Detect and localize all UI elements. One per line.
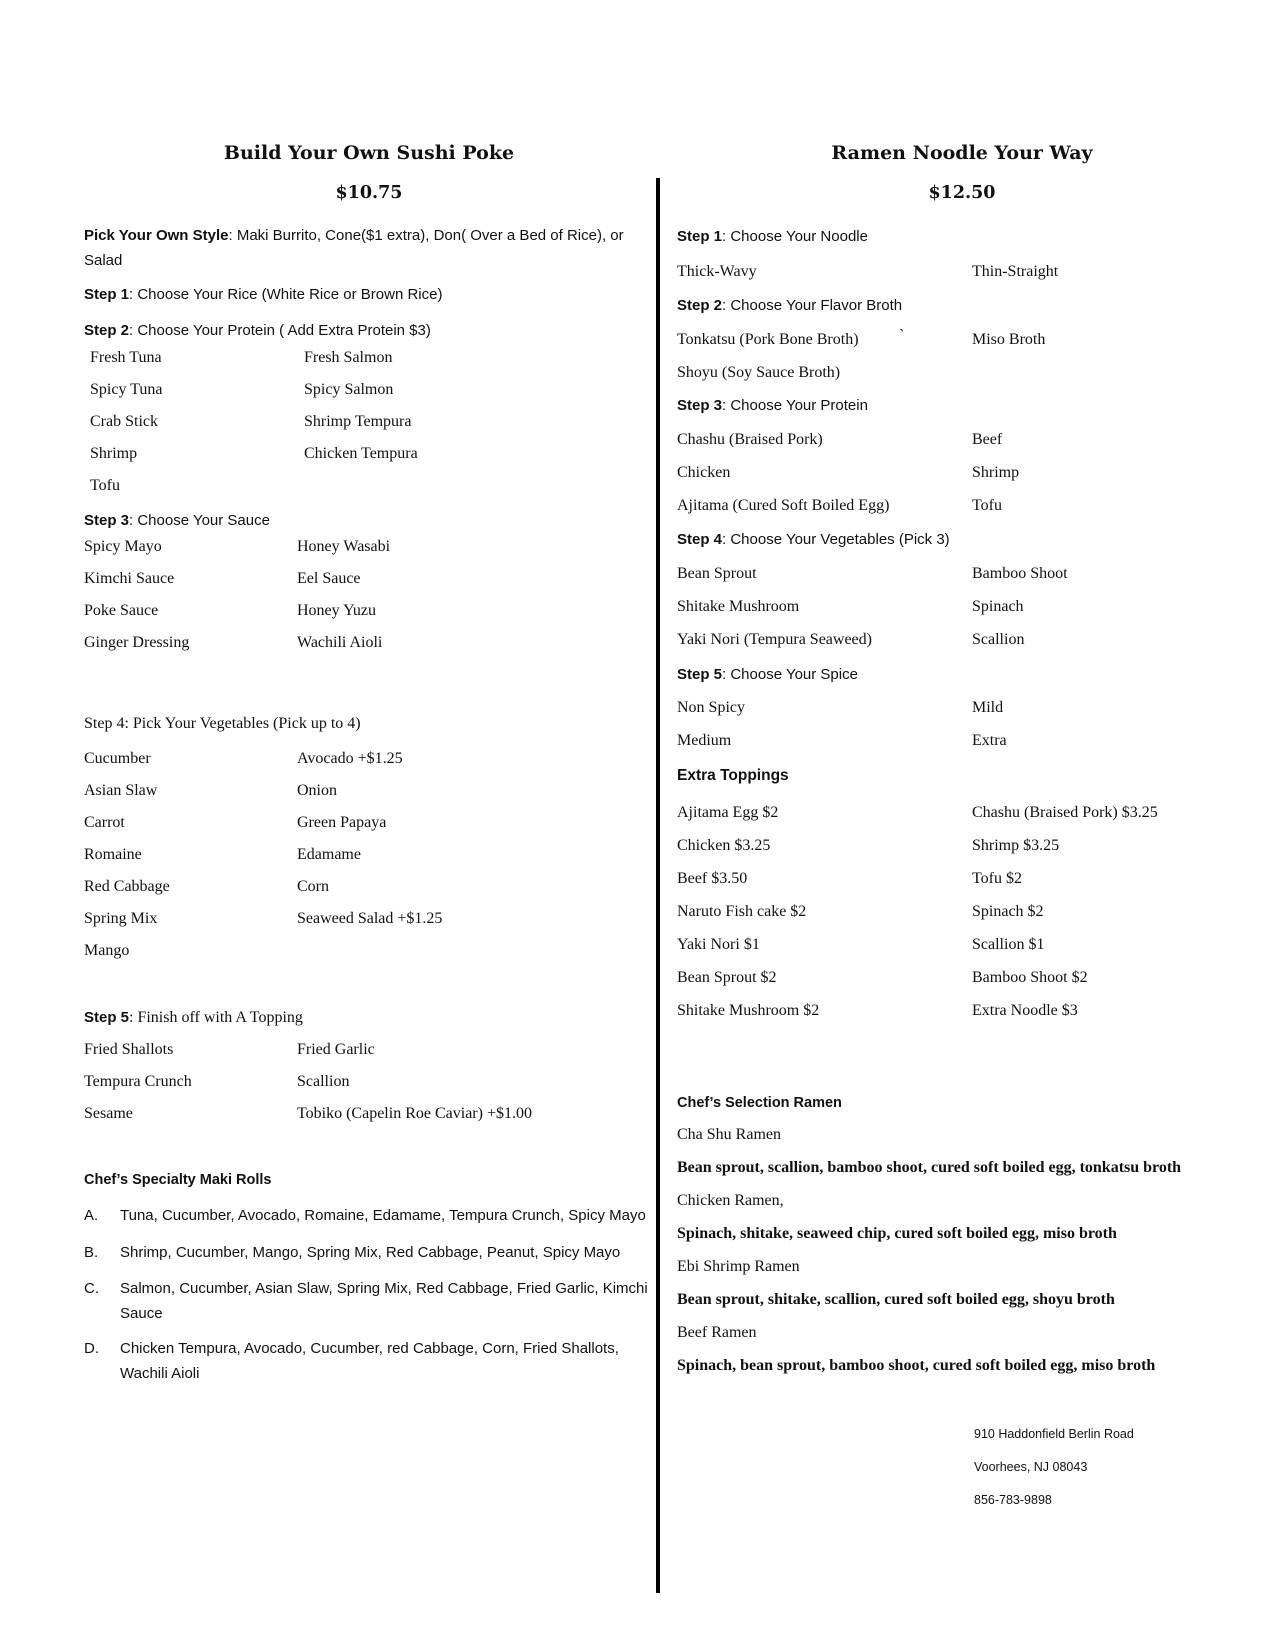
vegetable-option: Mango [84, 942, 130, 959]
poke-step5 [84, 1008, 303, 1028]
extra-topping-option: Beef $3.50 [677, 870, 748, 887]
poke-step3-label: Step 3 [84, 512, 130, 529]
address-phone: 856-783-9898 [974, 1493, 1052, 1507]
poke-style-line [84, 223, 644, 273]
roll-ingredients: Salmon, Cucumber, Asian Slaw, Spring Mix, Red Cabbage, Fried Garlic, Kimchi Sauce [120, 1280, 648, 1322]
sauce-option: Ginger Dressing [84, 634, 190, 651]
chef-ramen-description: Spinach, bean sprout, bamboo shoot, cured soft boiled egg, miso broth [677, 1357, 1156, 1374]
ramen-step2-label: Step 2 [677, 297, 723, 314]
extra-topping-option: Extra Noodle $3 [972, 1002, 1078, 1019]
poke-step1-text: : Choose Your Rice (White Rice or Brown Rice) [129, 286, 443, 303]
column-divider [656, 178, 660, 1593]
chef-ramen-name: Chicken Ramen, [677, 1192, 784, 1209]
roll-letter: B. [84, 1244, 99, 1261]
poke-step2-label: Step 2 [84, 322, 130, 339]
protein-option: Beef [972, 431, 1003, 448]
extra-topping-option: Naruto Fish cake $2 [677, 903, 807, 920]
roll-ingredients: Tuna, Cucumber, Avocado, Romaine, Edamame, Tempura Crunch, Spicy Mayo [120, 1207, 646, 1224]
extra-topping-option: Tofu $2 [972, 870, 1022, 887]
address-city: Voorhees, NJ 08043 [974, 1460, 1088, 1474]
chef-ramen-name: Beef Ramen [677, 1324, 757, 1341]
spice-option: Extra [972, 732, 1007, 749]
protein-option: Tofu [90, 477, 120, 494]
roll-letter: C. [84, 1280, 99, 1297]
vegetable-option: Scallion [972, 631, 1025, 648]
ramen-step1-label: Step 1 [677, 228, 723, 245]
vegetable-option: Corn [297, 878, 329, 895]
sauce-option: Honey Wasabi [297, 538, 391, 555]
poke-style-label: Pick Your Own Style [84, 227, 229, 244]
extra-topping-option: Spinach $2 [972, 903, 1044, 920]
poke-title: Build Your Own Sushi Poke [223, 142, 515, 164]
extra-topping-option: Chicken $3.25 [677, 837, 771, 854]
poke-step5-label: Step 5 [84, 1009, 130, 1026]
poke-price: $10.75 [335, 183, 403, 203]
protein-option: Spicy Tuna [90, 381, 163, 398]
broth-miso: Miso Broth [972, 331, 1046, 348]
extra-topping-option: Shitake Mushroom $2 [677, 1002, 820, 1019]
vegetable-option: Spring Mix [84, 910, 158, 927]
ramen-step5-label: Step 5 [677, 666, 723, 683]
sauce-option: Poke Sauce [84, 602, 159, 619]
roll-ingredients: Chicken Tempura, Avocado, Cucumber, red Cabbage, Corn, Fried Shallots, Wachili Aioli [120, 1340, 619, 1382]
vegetable-option: Spinach [972, 598, 1024, 615]
ramen-price: $12.50 [928, 183, 996, 203]
sauce-option: Eel Sauce [297, 570, 361, 587]
extra-toppings-header: Extra Toppings [677, 767, 789, 784]
protein-option: Ajitama (Cured Soft Boiled Egg) [677, 497, 890, 514]
vegetable-option: Onion [297, 782, 337, 799]
vegetable-option: Romaine [84, 846, 142, 863]
extra-topping-option: Yaki Nori $1 [677, 936, 760, 953]
sauce-option: Kimchi Sauce [84, 570, 175, 587]
vegetable-option: Bamboo Shoot [972, 565, 1068, 582]
vegetable-option: Green Papaya [297, 814, 387, 831]
vegetable-option: Seaweed Salad +$1.25 [297, 910, 443, 927]
vegetable-option: Cucumber [84, 750, 151, 767]
topping-option: Fried Shallots [84, 1041, 174, 1058]
extra-topping-option: Scallion $1 [972, 936, 1045, 953]
vegetable-option: Edamame [297, 846, 361, 863]
ramen-title: Ramen Noodle Your Way [831, 142, 1093, 164]
ramen-step3-text: : Choose Your Protein [722, 397, 868, 414]
poke-step4-text: : Pick Your Vegetables (Pick up to 4) [124, 715, 361, 732]
ramen-step5 [677, 665, 858, 685]
extra-topping-option: Bamboo Shoot $2 [972, 969, 1088, 986]
poke-step5-text: : Finish off with A Topping [129, 1009, 303, 1026]
broth-tonkatsu: Tonkatsu (Pork Bone Broth) [677, 331, 859, 348]
protein-option: Chicken Tempura [304, 445, 418, 462]
poke-step1-label: Step 1 [84, 286, 130, 303]
ramen-step2-text: : Choose Your Flavor Broth [722, 297, 903, 314]
chef-ramen-name: Ebi Shrimp Ramen [677, 1258, 800, 1275]
ramen-step4 [677, 530, 950, 550]
spice-option: Mild [972, 699, 1004, 716]
rolls-header: Chef’s Specialty Maki Rolls [84, 1172, 272, 1188]
extra-topping-option: Shrimp $3.25 [972, 837, 1060, 854]
topping-option: Sesame [84, 1105, 133, 1122]
vegetable-option: Bean Sprout [677, 565, 757, 582]
stray-tick: ` [899, 327, 905, 344]
poke-step2 [84, 321, 431, 341]
protein-option: Chashu (Braised Pork) [677, 431, 823, 448]
sauce-option: Wachili Aioli [297, 634, 383, 651]
noodle-option-thin: Thin-Straight [972, 263, 1059, 280]
extra-topping-option: Ajitama Egg $2 [677, 804, 779, 821]
chef-ramen-description: Bean sprout, scallion, bamboo shoot, cured soft boiled egg, tonkatsu broth [677, 1159, 1182, 1176]
topping-option: Scallion [297, 1073, 350, 1090]
broth-shoyu: Shoyu (Soy Sauce Broth) [677, 364, 841, 381]
spice-option: Medium [677, 732, 732, 749]
poke-step3-text: : Choose Your Sauce [129, 512, 270, 529]
poke-step4 [84, 714, 361, 734]
noodle-option-thick: Thick-Wavy [677, 263, 757, 280]
protein-option: Shrimp [90, 445, 138, 462]
chef-ramen-description: Bean sprout, shitake, scallion, cured soft boiled egg, shoyu broth [677, 1291, 1115, 1308]
chef-selection-header: Chef’s Selection Ramen [677, 1095, 842, 1111]
poke-step4-label: Step 4 [84, 715, 125, 732]
roll-ingredients: Shrimp, Cucumber, Mango, Spring Mix, Red Cabbage, Peanut, Spicy Mayo [120, 1244, 621, 1261]
sauce-option: Spicy Mayo [84, 538, 162, 555]
chef-ramen-name: Cha Shu Ramen [677, 1126, 781, 1143]
protein-option: Shrimp [972, 464, 1020, 481]
poke-step1 [84, 285, 442, 305]
topping-option: Tobiko (Capelin Roe Caviar) +$1.00 [297, 1105, 532, 1122]
topping-option: Fried Garlic [297, 1041, 375, 1058]
protein-option: Shrimp Tempura [304, 413, 412, 430]
vegetable-option: Avocado +$1.25 [297, 750, 403, 767]
protein-option: Fresh Salmon [304, 349, 393, 366]
ramen-step4-text: : Choose Your Vegetables (Pick 3) [722, 531, 950, 548]
address-street: 910 Haddonfield Berlin Road [974, 1427, 1134, 1441]
chef-ramen-description: Spinach, shitake, seaweed chip, cured soft boiled egg, miso broth [677, 1225, 1117, 1242]
topping-option: Tempura Crunch [84, 1073, 192, 1090]
poke-step3 [84, 511, 270, 531]
protein-option: Spicy Salmon [304, 381, 394, 398]
poke-style-text: : Maki Burrito, Cone($1 extra), Don( Over a Bed of Rice), or Salad [84, 227, 624, 269]
protein-option: Fresh Tuna [90, 349, 162, 366]
roll-letter: D. [84, 1340, 99, 1357]
protein-option: Tofu [972, 497, 1002, 514]
protein-option: Chicken [677, 464, 731, 481]
ramen-step4-label: Step 4 [677, 531, 723, 548]
poke-step2-text: : Choose Your Protein ( Add Extra Protein $3) [129, 322, 431, 339]
ramen-step2 [677, 296, 902, 316]
vegetable-option: Yaki Nori (Tempura Seaweed) [677, 631, 872, 648]
roll-letter: A. [84, 1207, 99, 1224]
extra-topping-option: Bean Sprout $2 [677, 969, 777, 986]
ramen-step3 [677, 396, 868, 416]
ramen-step5-text: : Choose Your Spice [722, 666, 858, 683]
vegetable-option: Shitake Mushroom [677, 598, 800, 615]
ramen-step1 [677, 227, 868, 247]
vegetable-option: Asian Slaw [84, 782, 158, 799]
extra-topping-option: Chashu (Braised Pork) $3.25 [972, 804, 1158, 821]
ramen-step1-text: : Choose Your Noodle [722, 228, 868, 245]
protein-option: Crab Stick [90, 413, 158, 430]
vegetable-option: Carrot [84, 814, 125, 831]
spice-option: Non Spicy [677, 699, 745, 716]
vegetable-option: Red Cabbage [84, 878, 170, 895]
sauce-option: Honey Yuzu [297, 602, 376, 619]
ramen-step3-label: Step 3 [677, 397, 723, 414]
